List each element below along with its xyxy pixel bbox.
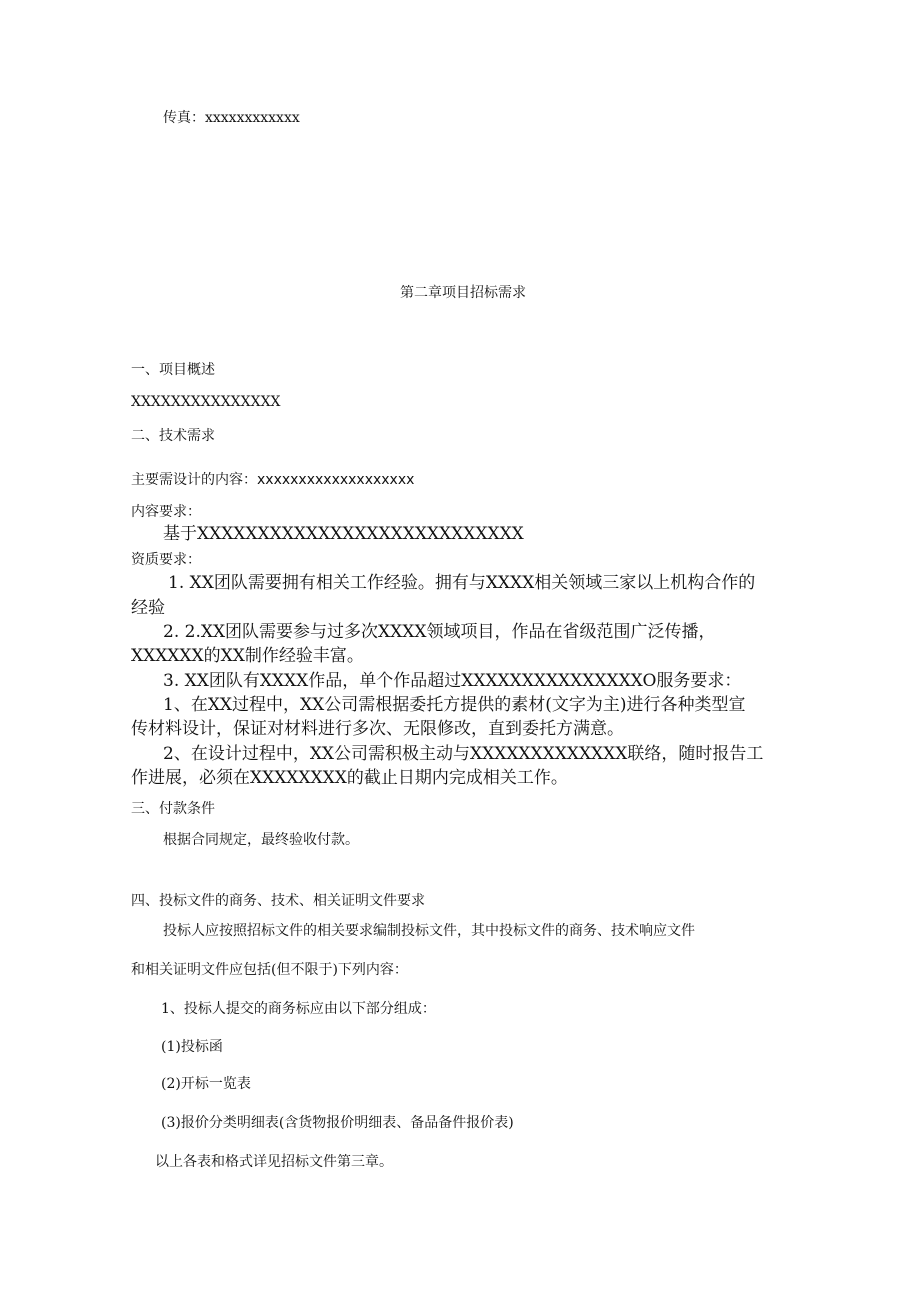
content-req-label: 内容要求： [131,504,201,520]
service-item-1-line-2: 传材料设计，保证对材料进行多次、无限修改，直到委托方满意。 [131,719,624,739]
chapter-title: 第二章项目招标需求 [400,285,526,301]
service-item-2-line-1: 2、在设计过程中，XX公司需积极主动与XXXXXXXXXXXXX联络，随时报告工 [163,744,764,764]
qual-item-2-line-1: 2. 2.XX团队需要参与过多次XXXX领域项目，作品在省级范围广泛传播， [163,622,716,642]
main-content-line: 主要需设计的内容：xxxxxxxxxxxxxxxxxxx [131,472,415,488]
section-4-outro: 以上各表和格式详见招标文件第三章。 [155,1154,393,1170]
section-4-para-line-1: 投标人应按照招标文件的相关要求编制投标文件，其中投标文件的商务、技术响应文件 [163,923,695,939]
qual-item-2-line-2: XXXXXX的XX制作经验丰富。 [131,646,364,666]
section-4-item-3: (3)报价分类明细表(含货物报价明细表、备品备件报价表) [161,1115,514,1131]
section-4-item-1: (1)投标函 [161,1039,223,1055]
service-item-2-line-2: 作进展，必须在XXXXXXXX的截止日期内完成相关工作。 [131,768,568,788]
section-4-item-intro: 1、投标人提交的商务标应由以下部分组成： [161,1001,436,1017]
service-item-1-line-1: 1、在XX过程中，XX公司需根据委托方提供的素材(文字为主)进行各种类型宣 [163,695,746,715]
section-4-item-2: (2)开标一览表 [161,1076,251,1092]
qual-item-3: 3. XX团队有XXXX作品，单个作品超过XXXXXXXXXXXXXXXO服务要求： [163,671,742,691]
fax-line: 传真：xxxxxxxxxxxx [163,110,300,126]
section-3-text: 根据合同规定，最终验收付款。 [163,832,359,848]
qual-item-1-line-2: 经验 [131,598,165,618]
qual-req-label: 资质要求： [131,552,201,568]
section-4-heading: 四、投标文件的商务、技术、相关证明文件要求 [131,893,425,909]
content-req-text: 基于XXXXXXXXXXXXXXXXXXXXXXXXXXX [163,524,524,544]
section-3-heading: 三、付款条件 [131,801,215,817]
qual-item-1-line-1: 1. XX团队需要拥有相关工作经验。拥有与XXXX相关领域三家以上机构合作的 [168,573,756,593]
section-1-text: XXXXXXXXXXXXXXX [131,394,281,410]
section-2-heading: 二、技术需求 [131,428,215,444]
section-4-para-line-2: 和相关证明文件应包括(但不限于)下列内容： [131,962,408,978]
section-1-heading: 一、项目概述 [131,362,215,378]
